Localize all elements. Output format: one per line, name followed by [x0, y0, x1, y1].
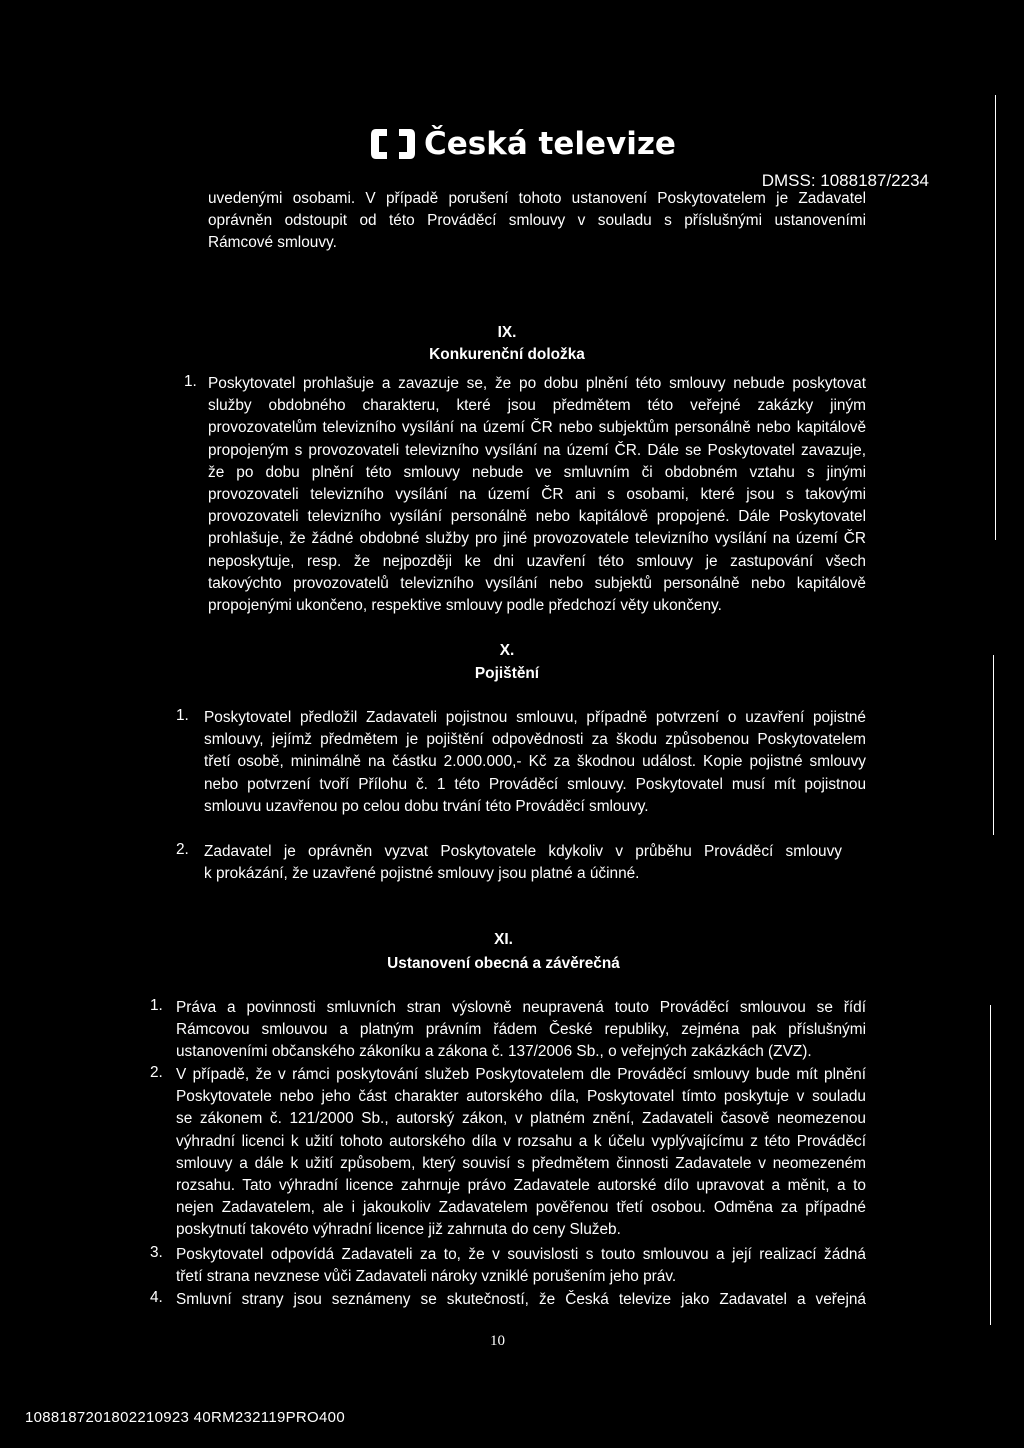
text-line: že po dobu plnění této smlouvy nebude ve smluvním či obdobném vztahu s jinými [208, 463, 866, 481]
text-line: třetí strana nevznese vůči Zadavateli nároky vzniklé porušením jeho práv. [176, 1268, 677, 1286]
section-x-title: Pojištění [474, 665, 540, 682]
scan-edge-line [993, 655, 994, 835]
text-line: Rámcovou smlouvou a platným právním řádem České republiky, zejména pak příslušnými [176, 1021, 866, 1039]
text-line: nejen Zadavatelem, ale i jakoukoliv Zadavatelem pověřenou třetí osobou. Odměna za případné [176, 1199, 866, 1217]
text-line: takovýchto provozovatelů televizního vysílání nebo subjektů personálně nebo kapitálově [208, 574, 866, 592]
section-ix-title: Konkurenční doložka [429, 346, 585, 363]
section-xi-item-1-number: 1. [150, 997, 163, 1014]
section-xi-item-3 [176, 1244, 866, 1288]
section-xi-title: Ustanovení obecná a závěrečná [387, 955, 620, 972]
text-line: Zadavatel je oprávněn vyzvat Poskytovatele kdykoliv v průběhu Prováděcí smlouvy [204, 843, 842, 860]
scan-edge-line [995, 95, 996, 540]
text-line: Poskytovatel prohlašuje a zavazuje se, že po dobu plnění této smlouvy nebude poskytovat [208, 375, 866, 392]
text-line: k prokázání, že uzavřené pojistné smlouvy jsou platné a účinné. [204, 865, 640, 883]
text-line: nebo potvrzení tvoří Přílohu č. 1 této Prováděcí smlouvy. Poskytovatel musí mít pojistnou [204, 775, 866, 793]
text-line: smlouvy a dále k užití způsobem, který souvisí s předmětem činnosti Zadavatele v neomezeném [176, 1154, 866, 1172]
text-line: provozovateli televizního vysílání personálně nebo kapitálově propojené. Dále Poskytovatel [208, 508, 866, 526]
text-line: Poskytovatele nebo jeho část charakter autorského díla, Poskytovatel tímto poskytuje v souladu [176, 1088, 866, 1106]
ceska-televize-logo [370, 125, 676, 163]
barcode-text: 1088187201802210923 40RM232119PRO400 [25, 1409, 345, 1426]
text-line: provozovateli televizního vysílání na území ČR ani s osobami, které jsou s takovými [208, 486, 866, 504]
section-ix-paragraph [208, 373, 866, 617]
ct-logo-icon [370, 125, 416, 163]
text-line: ustanoveními občanského zákoníku a zákona č. 137/2006 Sb., o veřejných zakázkách (ZVZ). [176, 1043, 812, 1061]
section-x-number: X. [499, 642, 515, 659]
section-x-item-1 [204, 707, 866, 818]
text-line: propojeným s provozovateli televizního vysílání na území ČR. Dále se Poskytovatel zavazuje, [208, 441, 866, 459]
text-line: rozsahu. Tato výhradní licence zahrnuje právo Zadavatele autorské dílo upravovat a měnit, a to [176, 1177, 866, 1195]
text-line: prohlašuje, že žádné obdobné služby pro jiné provozovatele televizního vysílání na území ČR [208, 530, 866, 548]
section-x-item-2-number: 2. [176, 841, 189, 858]
logo-text: Česká televize [424, 126, 676, 162]
text-line: se zákonem č. 121/2000 Sb., autorský zákon, v platném znění, Zadavateli časově neomezenou [176, 1110, 866, 1128]
text-line: Smluvní strany jsou seznámeny se skutečností, že Česká televize jako Zadavatel a veřejná [176, 1291, 866, 1308]
text-line: V případě, že v rámci poskytování služeb Poskytovatelem dle Prováděcí smlouvy bude mít plnění [176, 1066, 866, 1083]
section-xi-item-2 [176, 1064, 866, 1242]
text-line: Rámcové smlouvy. [208, 234, 337, 252]
intro-paragraph [208, 188, 866, 255]
section-xi-item-1 [176, 997, 866, 1064]
section-xi-item-2-number: 2. [150, 1064, 163, 1081]
text-line: uvedenými osobami. V případě porušení tohoto ustanovení Poskytovatelem je Zadavatel [208, 190, 866, 207]
text-line: Poskytovatel předložil Zadavateli pojistnou smlouvu, případně potvrzení o uzavření pojistné [204, 709, 866, 726]
page-number: 10 [490, 1333, 505, 1349]
section-ix-number: IX. [497, 324, 517, 341]
text-line: neposkytuje, resp. že nejpozději ke dni uzavření této smlouvy je zastupování všech [208, 552, 866, 570]
text-line: Práva a povinnosti smluvních stran výslovně neupravená touto Prováděcí smlouvou se řídí [176, 999, 866, 1016]
section-xi-number: XI. [494, 931, 513, 948]
text-line: smlouvy, jejímž předmětem je pojištění odpovědnosti za škodu způsobenou Poskytovatelem [204, 731, 866, 749]
text-line: Poskytovatel odpovídá Zadavateli za to, že v souvislosti s touto smlouvou a její realizací žádná [176, 1246, 866, 1263]
text-line: výhradní licenci k užití tohoto autorského díla v rozsahu a k účelu vyplývajícímu z této Prováděcí [176, 1132, 866, 1150]
section-x-item-2 [204, 841, 842, 885]
text-line: služby obdobného charakteru, které jsou předmětem této veřejné zakázky jiným [208, 397, 866, 415]
document-id: DMSS: 1088187/2234 [761, 171, 929, 190]
section-xi-item-4 [176, 1289, 866, 1311]
text-line: propojenými ukončeno, respektive smlouvy podle předchozí věty ukončeny. [208, 597, 722, 615]
section-x-item-1-number: 1. [176, 707, 189, 724]
section-ix-item-number: 1. [184, 373, 197, 390]
text-line: smlouvu uzavřenou po celou dobu trvání této Prováděcí smlouvy. [204, 797, 649, 815]
section-xi-item-4-number: 4. [150, 1289, 163, 1306]
text-line: provozovatelům televizního vysílání na území ČR nebo subjektům personálně nebo kapitálově [208, 419, 866, 437]
text-line: poskytnutí takovéto výhradní licence již zahrnuta do ceny Služeb. [176, 1221, 621, 1239]
scan-edge-line [990, 1005, 991, 1325]
text-line: třetí osobě, minimálně na částku 2.000.000,- Kč za škodnou událost. Kopie pojistné smlouvy [204, 753, 866, 771]
section-xi-item-3-number: 3. [150, 1244, 163, 1261]
text-line: oprávněn odstoupit od této Prováděcí smlouvy v souladu s příslušnými ustanoveními [208, 212, 866, 230]
